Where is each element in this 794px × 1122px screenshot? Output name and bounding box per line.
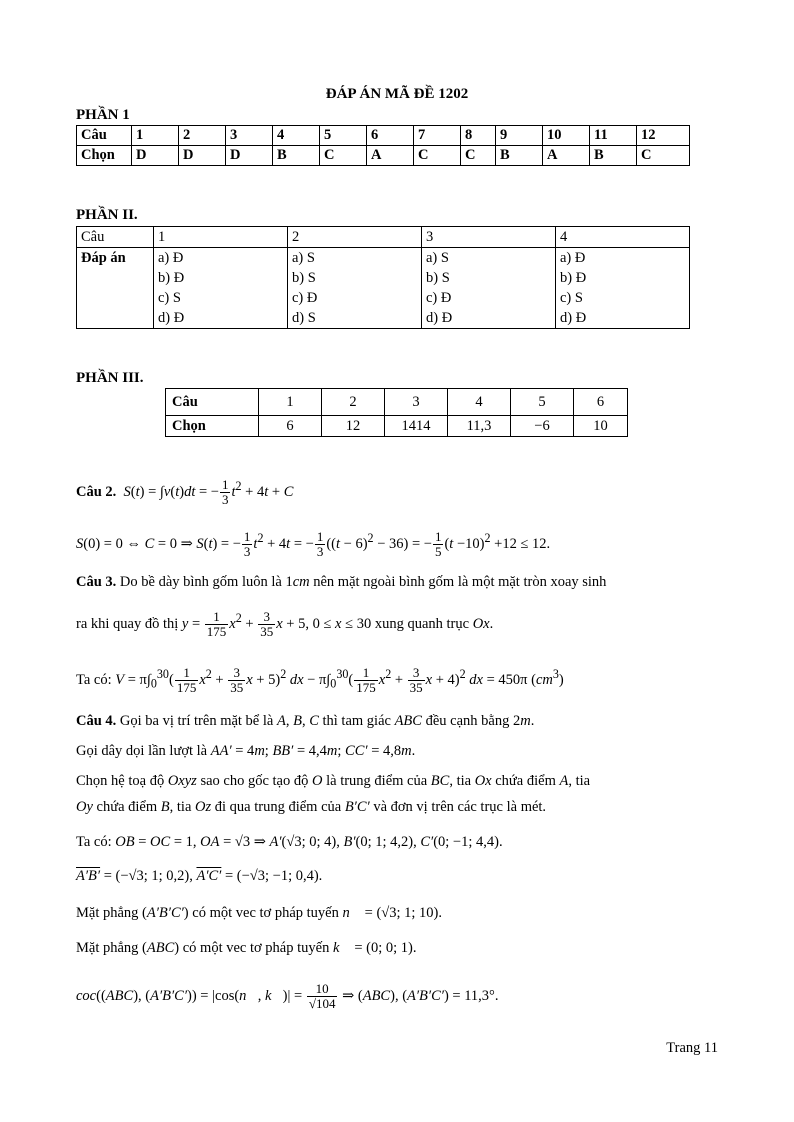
text: Gọi dây dọi lần lượt là — [76, 743, 208, 759]
cell: 12 — [637, 126, 690, 146]
answer-line: d) Đ — [426, 310, 453, 326]
q4-line4: Oy chứa điểm B, tia Oz đi qua trung điểm của B′C′ và đơn vị trên các trục là mét. — [76, 799, 547, 815]
q4-line3: Chọn hệ toạ độ Oxyz sao cho gốc tạo độ O là trung điểm của BC, tia Ox chứa điểm A, tia — [76, 773, 591, 789]
cell: 9 — [496, 126, 543, 146]
cell: 7 — [414, 126, 461, 146]
cell: B — [273, 146, 320, 166]
text: tia — [575, 773, 591, 789]
cell: 3 — [385, 389, 448, 416]
cell: 8 — [461, 126, 496, 146]
cell: 6 — [367, 126, 414, 146]
part2-answer-row — [77, 248, 690, 329]
answer-line: a) S — [292, 250, 315, 266]
q4-line5: Ta có: OB = OC = 1, OA = √3 ⇒ A′(√3; 0; 4), B′(0; 1; 4,2), C′(0; −1; 4,4). — [76, 834, 503, 850]
text: Do bề dày bình gốm luôn là — [119, 574, 282, 590]
part2-question-row — [77, 227, 690, 248]
q4-line2: Gọi dây dọi lần lượt là AA′ = 4m; BB′ = 4,4m; CC′ = 4,8m. — [76, 743, 416, 759]
text: xung quanh trục — [374, 615, 470, 632]
text: chứa điểm — [495, 773, 556, 789]
cell: B — [590, 146, 637, 166]
q3-line3: Ta có: $V = \pi\int_0^{30}$( $\frac{1}{175}$ $x^2$ + $\frac{3}{35}$ x + 5)$^2$ dx − $\pi\int_0^{30}$( $\frac{1}{175}$ $x^2$ + $\frac{3}{35}$ x + 4)$^2$ dx = 450π $(cm^3)$ — [76, 665, 564, 695]
cell: 2 — [179, 126, 226, 146]
answer-line: a) Đ — [560, 250, 586, 266]
text: Chọn hệ toạ độ — [76, 773, 165, 789]
cell: D — [132, 146, 179, 166]
part3-question-row — [166, 389, 628, 416]
cell: 6 — [259, 416, 322, 437]
answer-line: c) S — [560, 290, 583, 306]
answer-line: d) S — [292, 310, 316, 326]
cell: 3 — [226, 126, 273, 146]
text: ra khi quay đồ thị — [76, 615, 179, 632]
q2-line1: Câu 2. S(t) = ∫v(t)dt = − $\frac{1}{3}$ $t^2 + 4t + C$ — [76, 477, 294, 507]
row-label: Đáp án — [77, 248, 154, 329]
answer-line: c) S — [158, 290, 181, 306]
answer-line: c) Đ — [426, 290, 452, 306]
text: có một vec tơ pháp tuyến — [182, 940, 330, 956]
q3-line2: ra khi quay đồ thị y = $\frac{1}{175}$ $x^2$ + $\frac{3}{35}$ x + 5, 0 ≤ x ≤ 30 xung quanh trục Ox. — [76, 609, 494, 639]
answer-cell — [422, 248, 556, 329]
cell: 1 — [132, 126, 179, 146]
cell: 2 — [288, 227, 422, 248]
q4-line9: coc((ABC), (A′B′C′)) = |cos(n⃗, k⃗)| = $\frac{10}{√104}$ ⇒ (ABC), (A′B′C′) = 11,3°. — [76, 981, 499, 1011]
text: nên mặt ngoài bình gốm là một mặt tròn xoay sinh — [313, 574, 607, 590]
q4-label: Câu 4. — [76, 713, 117, 729]
cell: 6 — [574, 389, 628, 416]
answer-line: a) Đ — [158, 250, 184, 266]
text: đi qua trung điểm của — [214, 799, 342, 815]
text: Gọi ba vị trí trên mặt bể là — [119, 713, 274, 729]
part1-table — [76, 125, 690, 166]
part1-heading: PHẦN 1 — [76, 107, 130, 123]
text: Ta có: — [76, 671, 112, 688]
q4-line6: A′B′ = (−√3; 1; 0,2), A′C′ = (−√3; −1; 0,4). — [76, 868, 323, 884]
text: chứa điểm — [96, 799, 158, 815]
cell: 1414 — [385, 416, 448, 437]
answer-line: b) Đ — [560, 270, 587, 286]
cell: D — [226, 146, 273, 166]
cell: C — [414, 146, 461, 166]
cell: C — [637, 146, 690, 166]
answer-cell — [556, 248, 690, 329]
text: có một vec tơ pháp tuyến — [192, 905, 339, 921]
answer-line: b) S — [426, 270, 450, 286]
cell: 10 — [574, 416, 628, 437]
answer-line: d) Đ — [158, 310, 185, 326]
q2-line2: S(0) = 0 ⇔ C = 0 ⇒ S(t) = − $\frac{1}{3}$ $t^2 + 4t$ = − $\frac{1}{3}$ $((t - 6)^2 - 36)$ = − $\frac{1}{5}$ $(t -10)^2 +12 \le 12$. — [76, 529, 551, 559]
page-title: ĐÁP ÁN MÃ ĐỀ 1202 — [325, 86, 469, 102]
cell: 4 — [448, 389, 511, 416]
part3-answer-row — [166, 416, 628, 437]
page-number: Trang 11 — [666, 1040, 718, 1056]
cell: 4 — [556, 227, 690, 248]
answer-line: c) Đ — [292, 290, 318, 306]
part1-question-row — [77, 126, 690, 146]
q2-label: Câu 2. — [76, 483, 117, 500]
part2-table — [76, 226, 690, 329]
cell: 5 — [511, 389, 574, 416]
cell: A — [543, 146, 590, 166]
cell: 11,3 — [448, 416, 511, 437]
cell: C — [461, 146, 496, 166]
cell: 11 — [590, 126, 637, 146]
part1-answer-row — [77, 146, 690, 166]
part3-table — [165, 388, 628, 437]
row-label: Câu — [77, 227, 154, 248]
q4-line1: Câu 4. Gọi ba vị trí trên mặt bể là A, B, C thì tam giác ABC đều cạnh bằng 2m. — [76, 713, 535, 729]
cell: A — [367, 146, 414, 166]
part2-heading: PHẦN II. — [76, 207, 138, 223]
cell: 1 — [259, 389, 322, 416]
row-label: Chọn — [166, 416, 259, 437]
q4-line7: Mặt phẳng (A′B′C′) có một vec tơ pháp tuyến n⃗ = (√3; 1; 10). — [76, 905, 442, 921]
text: Mặt phẳng — [76, 940, 139, 956]
answer-cell — [154, 248, 288, 329]
answer-cell — [288, 248, 422, 329]
cell: 12 — [322, 416, 385, 437]
row-label: Câu — [166, 389, 259, 416]
text: là trung điểm của — [326, 773, 428, 789]
row-label: Chọn — [77, 146, 132, 166]
text: sao cho gốc tạo độ — [200, 773, 309, 789]
row-label: Câu — [77, 126, 132, 146]
text: Mặt phẳng — [76, 905, 139, 921]
cell: 3 — [422, 227, 556, 248]
part3-heading: PHẦN III. — [76, 370, 144, 386]
q3-line1: Câu 3. Do bề dày bình gốm luôn là 1cm nên mặt ngoài bình gốm là một mặt tròn xoay sinh — [76, 574, 607, 590]
q4-line8: Mặt phẳng (ABC) có một vec tơ pháp tuyến k⃗ = (0; 0; 1). — [76, 940, 417, 956]
text: thì tam giác — [322, 713, 391, 729]
cell: −6 — [511, 416, 574, 437]
cell: 2 — [322, 389, 385, 416]
answer-line: a) S — [426, 250, 449, 266]
cell: 4 — [273, 126, 320, 146]
answer-line: d) Đ — [560, 310, 587, 326]
cell: D — [179, 146, 226, 166]
text: đều cạnh bằng — [425, 713, 510, 729]
text: tia — [456, 773, 472, 789]
cell: C — [320, 146, 367, 166]
cell: 10 — [543, 126, 590, 146]
cell: 1 — [154, 227, 288, 248]
q3-label: Câu 3. — [76, 574, 117, 590]
text: và đơn vị trên các trục là mét. — [373, 799, 547, 815]
answer-line: b) Đ — [158, 270, 185, 286]
text: Ta có: — [76, 834, 112, 850]
answer-line: b) S — [292, 270, 316, 286]
cell: B — [496, 146, 543, 166]
text: tia — [176, 799, 192, 815]
cell: 5 — [320, 126, 367, 146]
